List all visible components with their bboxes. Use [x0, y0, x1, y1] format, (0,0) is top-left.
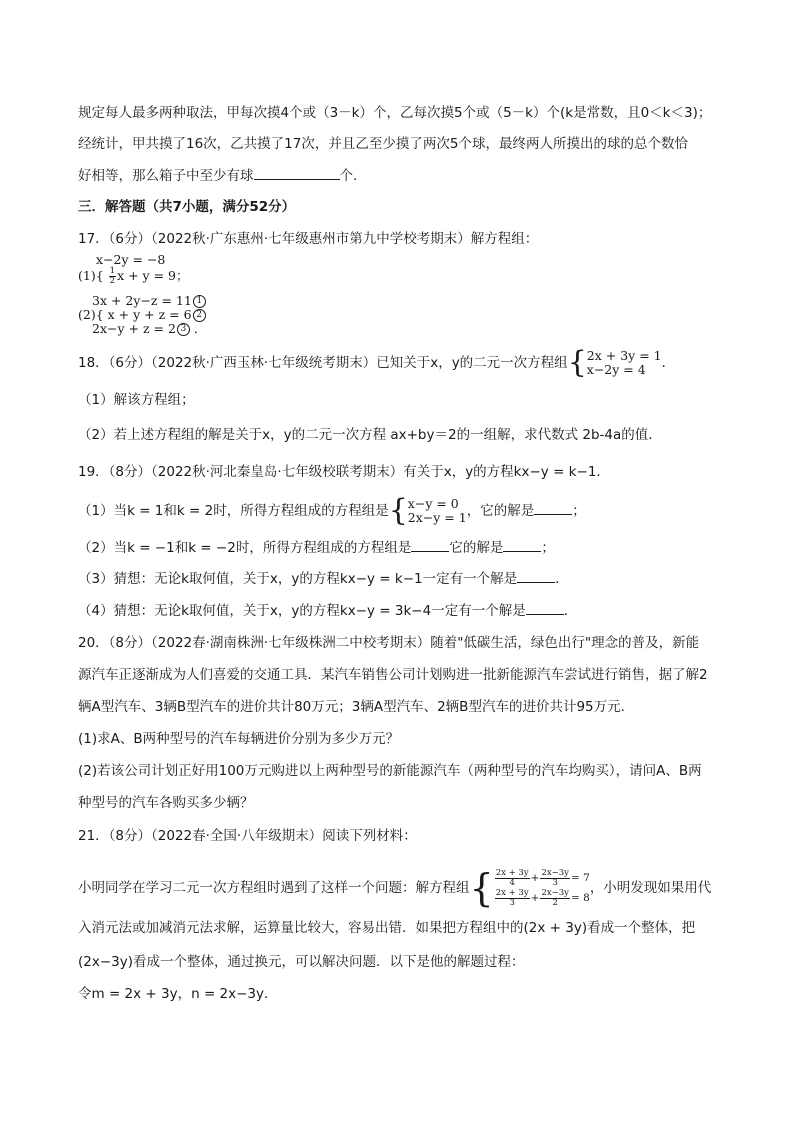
intro-line-2: 经统计，甲共摸了16次，乙共摸了17次，并且乙至少摸了两次5个球，最终两人所摸出的球的总个数恰: [78, 136, 688, 152]
q18-sub2: （2）若上述方程组的解是关于x，y的二元一次方程 ax+by＝2的一组解，求代数式 2b-4a的值．: [78, 427, 662, 443]
q18-system: 2x + 3y = 1 x−2y = 4: [586, 348, 662, 377]
answer-blank[interactable]: [411, 537, 449, 552]
intro-line-3: [78, 165, 357, 186]
answer-blank[interactable]: [503, 537, 541, 552]
left-brace-icon: {: [469, 866, 494, 910]
q20-line-1: 20．（8分）（2022春·湖南株洲·七年级株洲二中校考期末）随着"低碳生活，绿色出行"理念的普及，新能: [78, 635, 700, 651]
q17-p2-row2: (2){ x + y + z = 6 2: [78, 308, 206, 322]
answer-blank[interactable]: [526, 600, 564, 615]
intro-line-3-text: 好相等，那么箱子中至少有球: [78, 168, 254, 184]
answer-blank[interactable]: [254, 165, 340, 180]
q19-system: x−y = 0 2x−y = 1: [407, 496, 467, 525]
q18-sub1: （1）解该方程组；: [78, 392, 195, 408]
circled-3: 3: [177, 323, 190, 336]
intro-line-1: 规定每人最多两种取法，甲每次摸4个或（3－k）个，乙每次摸5个或（5－k）个(k是常数，且0＜k＜3)；: [78, 105, 712, 121]
left-brace-icon: {: [388, 493, 408, 528]
intro-line-3-end: 个.: [339, 168, 358, 184]
q20-sub2-line-2: 种型号的汽车各购买多少辆？: [78, 795, 254, 811]
q21-text-3: (2x−3y)看成一个整体，通过换元，可以解决问题．以下是他的解题过程：: [78, 954, 525, 970]
q19-stem: 19．（8分）（2022秋·河北秦皇岛·七年级校联考期末）有关于x，y的方程kx−y = k−1．: [78, 464, 610, 480]
q17-p1-end: ；: [175, 268, 189, 283]
q17-p2-eq1: 3x + 2y−z = 11 1: [92, 294, 206, 308]
answer-blank[interactable]: [517, 568, 555, 583]
q18-stem: 18．（6分）（2022秋·广西玉林·七年级统考期末）已知关于x，y的二元一次方程组: [78, 355, 568, 371]
q17-stem: 17．（6分）（2022秋·广东惠州·七年级惠州市第九中学校考期末）解方程组：: [78, 231, 539, 247]
q21-text-2: 入消元法或加减消元法求解，运算量比较大，容易出错．如果把方程组中的(2x + 3y)看成一个整体，把: [78, 920, 696, 936]
q21-system: $\frac{2x + 3y}{4}$ + $\frac{2x-3y}{3}$ = 7 $\frac{2x + 3y}{3}$ + $\frac{2x-3y}{2}$ = 8: [495, 867, 590, 908]
q20-sub2-line-1: (2)若该公司计划正好用100万元购进以上两种型号的新能源汽车（两种型号的汽车均购买），请问A、B两: [78, 763, 702, 779]
q17-p1-row2: [78, 267, 189, 286]
q17-p2-eq3: 2x−y + z = 2 3 ．: [92, 321, 207, 336]
section-3-heading: 三．解答题（共7小题，满分52分）: [78, 199, 296, 215]
q20-line-3: 辆A型汽车、3辆B型汽车的进价共计80万元；3辆A型汽车、2辆B型汽车的进价共计95万元．: [78, 699, 635, 715]
q19-sub2: （2）当k = −1和k = −2时，所得方程组成的方程组是 它的解是 ；: [78, 537, 555, 558]
q18-end: ．: [661, 355, 676, 371]
q17-p1-label: (1){: [78, 268, 104, 283]
answer-blank[interactable]: [534, 500, 572, 515]
q17-p1-eq2: x + y = 9: [117, 268, 176, 283]
q19-sub1: （1）当k = 1和k = 2时，所得方程组成的方程组是{ x−y = 0 2x−y = 1 ，它的解是 ；: [78, 493, 586, 528]
circled-2: 2: [193, 309, 206, 322]
q17-p1-fraction: $\frac{1}{2}$: [109, 266, 116, 286]
q21-stem: 21．（8分）（2022春·全国·八年级期末）阅读下列材料：: [78, 828, 417, 844]
circled-1: 1: [193, 295, 206, 308]
q18-stem-line: [78, 345, 676, 380]
q20-line-2: 源汽车正逐渐成为人们喜爱的交通工具．某汽车销售公司计划购进一批新能源汽车尝试进行销售，据了解2: [78, 667, 708, 683]
q20-sub1: (1)求A、B两种型号的汽车每辆进价分别为多少万元？: [78, 731, 400, 747]
q21-text-4: 令m = 2x + 3y，n = 2x−3y．: [78, 986, 278, 1002]
q19-sub4: （4）猜想：无论k取何值，关于x，y的方程kx−y = 3k−4一定有一个解是 ．: [78, 600, 577, 621]
q17-p1-eq1: x−2y = −8: [96, 252, 166, 267]
q21-text-1: 小明同学在学习二元一次方程组时遇到了这样一个问题：解方程组{ $\frac{2x + 3y}{4}$ + $\frac{2x-3y}{3}$ = 7 $\frac{2x + 3y}{3}$ + $\frac{2x-3y}{2}$ = 8 ，小明发现如果用代: [78, 866, 712, 910]
left-brace-icon: {: [567, 345, 587, 380]
q19-sub3: （3）猜想：无论k取何值，关于x，y的方程kx−y = k−1一定有一个解是 ．: [78, 568, 569, 589]
